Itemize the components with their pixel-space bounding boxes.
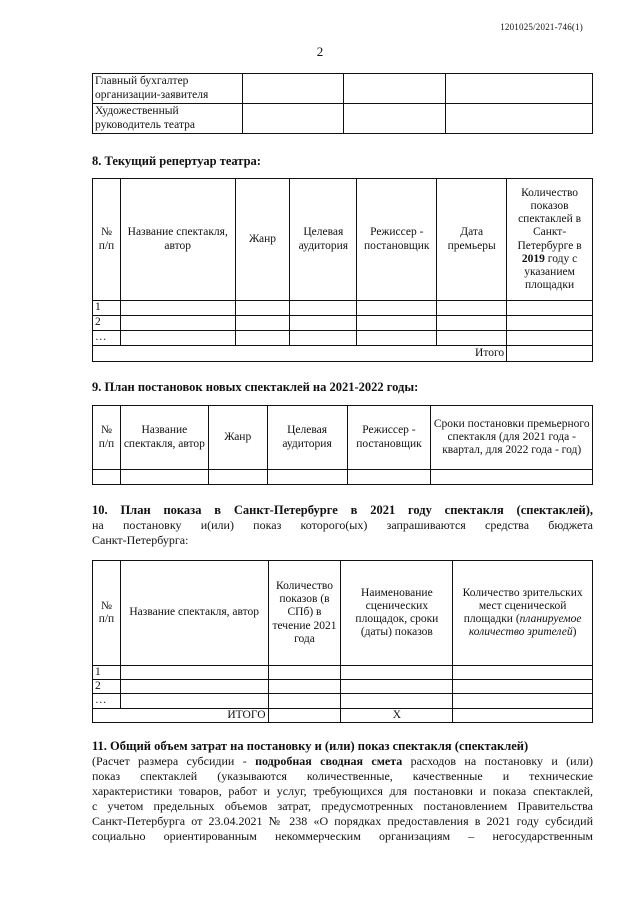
total-label: ИТОГО (93, 708, 269, 722)
col-num: № п/п (93, 406, 121, 470)
col-num: № п/п (93, 561, 121, 666)
col-audience: Целевая аудитория (267, 406, 347, 470)
col-num: № п/п (93, 179, 121, 301)
col-title: Название спектакля, автор (120, 406, 208, 470)
table-row (93, 680, 593, 694)
section-11-line: Санкт-Петербурга от 23.04.2021 № 238 «О порядках предоставления в 2021 году субсидий (92, 814, 593, 828)
row-num: … (93, 694, 121, 708)
col-count: Количество показов (в СПб) в течение 2021 года (268, 561, 341, 666)
signature-role: Главный бухгалтер организации-заявителя (93, 74, 243, 104)
document-number: 1201025/2021-746(1) (500, 22, 583, 32)
col-venues: Наименование сценических площадок, сроки (даты) показов (341, 561, 453, 666)
table-row (93, 301, 593, 316)
col-terms: Сроки постановки премьерного спектакля (для 2021 года - квартал, для 2022 года - год) (431, 406, 593, 470)
section-11-line: социально ориентированным некоммерческим организациям – негосударственным (92, 829, 593, 843)
table-row (93, 331, 593, 346)
table-row (93, 104, 593, 134)
performances-plan-table (92, 560, 593, 723)
section-9-heading: 9. План постановок новых спектаклей на 2021-2022 годы: (92, 380, 419, 394)
section-11-line: с учетом предельных объемов затрат, предусмотренных постановлением Правительства (92, 799, 593, 813)
table-row (93, 74, 593, 104)
col-title: Название спектакля, автор (120, 179, 235, 301)
col-audience: Целевая аудитория (290, 179, 357, 301)
col-genre: Жанр (235, 179, 290, 301)
signature-table (92, 73, 593, 134)
table-row (93, 694, 593, 708)
col-count: Количество показов спектаклей в Санкт-Петербурге в 2019 году с указанием площадки (507, 179, 593, 301)
table-row (93, 316, 593, 331)
table-header (93, 179, 593, 301)
col-seats: Количество зрительских мест сценической площадки (планируемое количество зрителей) (453, 561, 593, 666)
page-number: 2 (316, 44, 324, 59)
row-num: 1 (93, 301, 121, 316)
section-10-line: на постановку и(или) показ которого(ых) запрашиваются средства бюджета (92, 518, 593, 532)
repertoire-table (92, 178, 593, 362)
col-genre: Жанр (208, 406, 267, 470)
section-10-line: Санкт-Петербурга: (92, 533, 189, 547)
section-11-line: (Расчет размера субсидии - подробная сводная смета расходов на постановку и (или) (92, 754, 594, 768)
table-row (93, 666, 593, 680)
col-director: Режиссер - постановщик (347, 406, 431, 470)
section-11-heading: 11. Общий объем затрат на постановку и (или) показ спектакля (спектаклей) (92, 739, 529, 753)
total-x: X (341, 708, 453, 722)
table-row (93, 470, 593, 485)
total-row (93, 346, 593, 362)
section-11 (92, 739, 593, 844)
section-10-heading (92, 503, 593, 548)
row-num: 2 (93, 680, 121, 694)
row-num: … (93, 331, 121, 346)
table-header (93, 406, 593, 470)
section-10-title: 10. План показа в Санкт-Петербурге в 2021 году спектакля (спектаклей), (92, 503, 593, 517)
col-director: Режиссер - постановщик (357, 179, 437, 301)
section-8-heading: 8. Текущий репертуар театра: (92, 154, 261, 168)
col-premiere: Дата премьеры (437, 179, 507, 301)
section-11-line: характеристики товаров, работ и услуг, требующихся для постановки и показа спектаклей, (92, 784, 593, 798)
new-productions-table (92, 405, 593, 485)
total-row (93, 708, 593, 722)
table-header (93, 561, 593, 666)
signature-role: Художественный руководитель театра (93, 104, 243, 134)
section-11-line: показ спектаклей (указываются количественные, качественные и технические (92, 769, 593, 783)
total-label: Итого (93, 346, 507, 362)
col-title: Название спектакля, автор (120, 561, 268, 666)
row-num: 1 (93, 666, 121, 680)
row-num: 2 (93, 316, 121, 331)
